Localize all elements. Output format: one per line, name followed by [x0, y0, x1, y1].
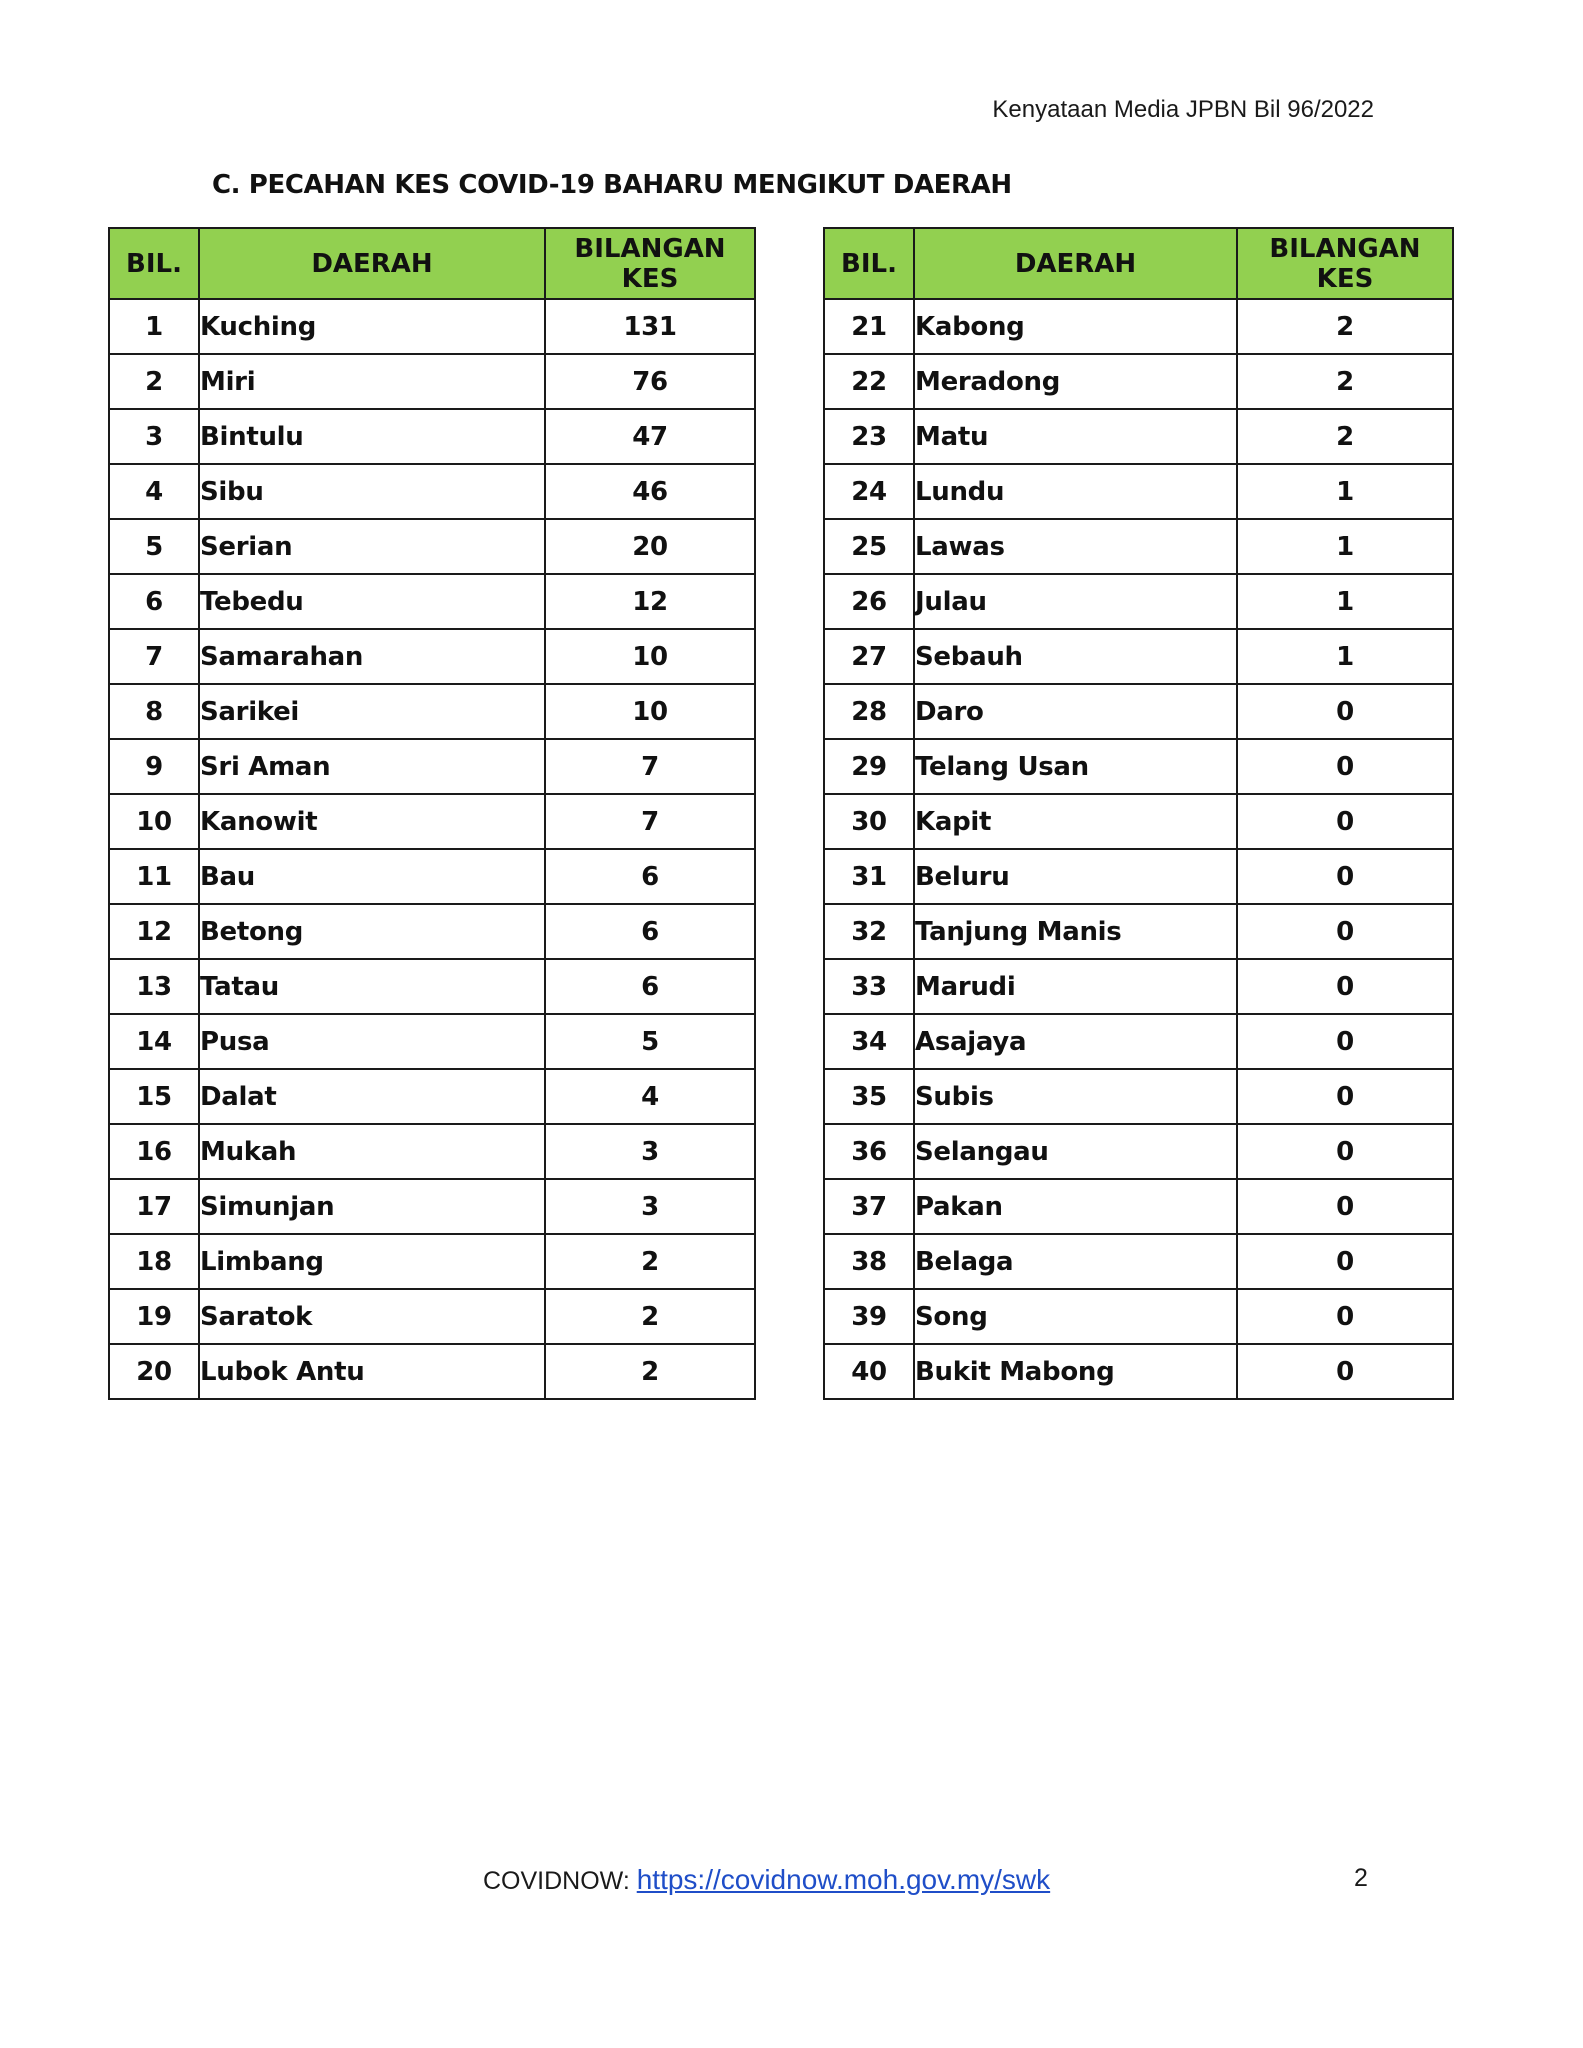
row-daerah: Sri Aman	[199, 739, 545, 794]
row-daerah: Lawas	[914, 519, 1237, 574]
row-bil: 11	[109, 849, 199, 904]
table-row	[109, 1234, 755, 1289]
table-row	[824, 849, 1453, 904]
row-bil: 36	[824, 1124, 914, 1179]
row-bil: 4	[109, 464, 199, 519]
row-bil: 1	[109, 299, 199, 354]
table-row	[824, 1069, 1453, 1124]
row-daerah: Kapit	[914, 794, 1237, 849]
row-bil: 16	[109, 1124, 199, 1179]
table-row	[109, 1289, 755, 1344]
row-daerah: Sibu	[199, 464, 545, 519]
row-bil: 31	[824, 849, 914, 904]
row-bilangan-kes: 0	[1237, 849, 1453, 904]
table-body-left	[109, 299, 755, 1399]
row-bil: 21	[824, 299, 914, 354]
row-daerah: Serian	[199, 519, 545, 574]
row-bilangan-kes: 1	[1237, 464, 1453, 519]
header-kes-line1: BILANGAN	[574, 233, 726, 264]
row-bilangan-kes: 0	[1237, 904, 1453, 959]
table-row	[824, 464, 1453, 519]
row-daerah: Limbang	[199, 1234, 545, 1289]
row-bil: 26	[824, 574, 914, 629]
table-row	[824, 739, 1453, 794]
table-row	[824, 684, 1453, 739]
row-daerah: Telang Usan	[914, 739, 1237, 794]
row-daerah: Subis	[914, 1069, 1237, 1124]
row-daerah: Sebauh	[914, 629, 1237, 684]
row-bilangan-kes: 6	[545, 959, 755, 1014]
row-bil: 37	[824, 1179, 914, 1234]
row-bil: 18	[109, 1234, 199, 1289]
row-bil: 17	[109, 1179, 199, 1234]
row-bil: 35	[824, 1069, 914, 1124]
row-daerah: Dalat	[199, 1069, 545, 1124]
row-bil: 38	[824, 1234, 914, 1289]
row-daerah: Matu	[914, 409, 1237, 464]
row-bilangan-kes: 7	[545, 794, 755, 849]
row-bilangan-kes: 0	[1237, 1124, 1453, 1179]
table-row	[824, 959, 1453, 1014]
row-bil: 29	[824, 739, 914, 794]
row-bil: 33	[824, 959, 914, 1014]
table-row	[109, 959, 755, 1014]
row-daerah: Song	[914, 1289, 1237, 1344]
row-bil: 19	[109, 1289, 199, 1344]
row-bilangan-kes: 76	[545, 354, 755, 409]
row-bil: 5	[109, 519, 199, 574]
row-bilangan-kes: 20	[545, 519, 755, 574]
row-bil: 6	[109, 574, 199, 629]
table-row	[824, 1344, 1453, 1399]
row-bil: 20	[109, 1344, 199, 1399]
row-bilangan-kes: 2	[545, 1289, 755, 1344]
page-number: 2	[1354, 1864, 1368, 1892]
row-bilangan-kes: 2	[1237, 409, 1453, 464]
row-bilangan-kes: 47	[545, 409, 755, 464]
row-bil: 12	[109, 904, 199, 959]
row-daerah: Belaga	[914, 1234, 1237, 1289]
row-daerah: Daro	[914, 684, 1237, 739]
row-bilangan-kes: 0	[1237, 1234, 1453, 1289]
header-bil: BIL.	[109, 228, 199, 299]
table-row	[109, 299, 755, 354]
row-bil: 40	[824, 1344, 914, 1399]
table-row	[824, 629, 1453, 684]
row-bil: 2	[109, 354, 199, 409]
table-row	[109, 904, 755, 959]
table-row	[109, 1014, 755, 1069]
row-bilangan-kes: 0	[1237, 1179, 1453, 1234]
row-daerah: Selangau	[914, 1124, 1237, 1179]
row-bilangan-kes: 0	[1237, 1344, 1453, 1399]
row-bilangan-kes: 0	[1237, 794, 1453, 849]
table-row	[109, 519, 755, 574]
covidnow-link[interactable]: https://covidnow.moh.gov.my/swk	[636, 1864, 1051, 1895]
row-bilangan-kes: 5	[545, 1014, 755, 1069]
row-daerah: Meradong	[914, 354, 1237, 409]
row-daerah: Tanjung Manis	[914, 904, 1237, 959]
table-row	[824, 1179, 1453, 1234]
row-bil: 22	[824, 354, 914, 409]
row-bil: 23	[824, 409, 914, 464]
table-row	[824, 519, 1453, 574]
row-bil: 25	[824, 519, 914, 574]
table-header-row	[109, 228, 755, 299]
row-daerah: Julau	[914, 574, 1237, 629]
table-row	[824, 1014, 1453, 1069]
row-bil: 39	[824, 1289, 914, 1344]
row-bil: 15	[109, 1069, 199, 1124]
table-row	[109, 1069, 755, 1124]
row-bilangan-kes: 1	[1237, 519, 1453, 574]
row-daerah: Tatau	[199, 959, 545, 1014]
row-bilangan-kes: 2	[1237, 299, 1453, 354]
row-bil: 32	[824, 904, 914, 959]
row-bilangan-kes: 3	[545, 1124, 755, 1179]
table-row	[824, 409, 1453, 464]
row-bilangan-kes: 0	[1237, 684, 1453, 739]
table-row	[824, 354, 1453, 409]
table-row	[109, 739, 755, 794]
row-bilangan-kes: 6	[545, 904, 755, 959]
row-daerah: Kuching	[199, 299, 545, 354]
row-daerah: Sarikei	[199, 684, 545, 739]
district-cases-table-right	[823, 227, 1454, 1400]
row-bil: 13	[109, 959, 199, 1014]
table-row	[109, 684, 755, 739]
row-bilangan-kes: 0	[1237, 959, 1453, 1014]
header-daerah: DAERAH	[914, 228, 1237, 299]
row-bilangan-kes: 0	[1237, 1069, 1453, 1124]
row-bil: 24	[824, 464, 914, 519]
table-row	[824, 1289, 1453, 1344]
table-row	[824, 574, 1453, 629]
row-daerah: Lundu	[914, 464, 1237, 519]
header-bil: BIL.	[824, 228, 914, 299]
row-bil: 9	[109, 739, 199, 794]
row-bilangan-kes: 6	[545, 849, 755, 904]
table-row	[824, 794, 1453, 849]
row-bil: 7	[109, 629, 199, 684]
row-bil: 3	[109, 409, 199, 464]
table-row	[109, 629, 755, 684]
table-row	[109, 1124, 755, 1179]
row-daerah: Betong	[199, 904, 545, 959]
row-bilangan-kes: 10	[545, 629, 755, 684]
row-bil: 34	[824, 1014, 914, 1069]
table-header-row	[824, 228, 1453, 299]
table-row	[109, 794, 755, 849]
table-row	[824, 1124, 1453, 1179]
row-daerah: Simunjan	[199, 1179, 545, 1234]
header-kes-line1: BILANGAN	[1269, 233, 1421, 264]
row-bilangan-kes: 3	[545, 1179, 755, 1234]
table-row	[109, 1344, 755, 1399]
table-body-right	[824, 299, 1453, 1399]
table-row	[824, 299, 1453, 354]
district-cases-table-left	[108, 227, 756, 1400]
table-row	[824, 904, 1453, 959]
row-bil: 8	[109, 684, 199, 739]
row-bil: 27	[824, 629, 914, 684]
row-bilangan-kes: 0	[1237, 1289, 1453, 1344]
row-daerah: Pusa	[199, 1014, 545, 1069]
section-title: C. PECAHAN KES COVID-19 BAHARU MENGIKUT DAERAH	[212, 170, 1012, 200]
table-row	[109, 409, 755, 464]
row-bilangan-kes: 2	[1237, 354, 1453, 409]
row-daerah: Saratok	[199, 1289, 545, 1344]
row-daerah: Tebedu	[199, 574, 545, 629]
header-kes-line2: KES	[621, 263, 679, 294]
row-bil: 30	[824, 794, 914, 849]
row-daerah: Bintulu	[199, 409, 545, 464]
header-bilangan-kes	[1237, 228, 1453, 299]
row-bilangan-kes: 46	[545, 464, 755, 519]
row-bilangan-kes: 2	[545, 1234, 755, 1289]
row-bilangan-kes: 10	[545, 684, 755, 739]
row-daerah: Marudi	[914, 959, 1237, 1014]
table-row	[109, 574, 755, 629]
row-bilangan-kes: 0	[1237, 739, 1453, 794]
row-bil: 14	[109, 1014, 199, 1069]
row-bilangan-kes: 0	[1237, 1014, 1453, 1069]
row-bilangan-kes: 4	[545, 1069, 755, 1124]
footer-label: COVIDNOW:	[483, 1867, 637, 1895]
table-row	[109, 1179, 755, 1234]
row-daerah: Asajaya	[914, 1014, 1237, 1069]
row-bilangan-kes: 12	[545, 574, 755, 629]
row-daerah: Miri	[199, 354, 545, 409]
table-row	[824, 1234, 1453, 1289]
row-daerah: Pakan	[914, 1179, 1237, 1234]
row-daerah: Kanowit	[199, 794, 545, 849]
document-reference: Kenyataan Media JPBN Bil 96/2022	[992, 96, 1374, 123]
row-bilangan-kes: 1	[1237, 574, 1453, 629]
header-daerah: DAERAH	[199, 228, 545, 299]
row-bilangan-kes: 131	[545, 299, 755, 354]
row-bil: 28	[824, 684, 914, 739]
row-daerah: Samarahan	[199, 629, 545, 684]
footer	[483, 1864, 1050, 1896]
header-bilangan-kes	[545, 228, 755, 299]
table-row	[109, 354, 755, 409]
table-row	[109, 464, 755, 519]
row-bil: 10	[109, 794, 199, 849]
row-daerah: Bau	[199, 849, 545, 904]
row-daerah: Mukah	[199, 1124, 545, 1179]
row-daerah: Kabong	[914, 299, 1237, 354]
row-bilangan-kes: 7	[545, 739, 755, 794]
row-daerah: Beluru	[914, 849, 1237, 904]
row-bilangan-kes: 2	[545, 1344, 755, 1399]
row-daerah: Lubok Antu	[199, 1344, 545, 1399]
row-bilangan-kes: 1	[1237, 629, 1453, 684]
table-row	[109, 849, 755, 904]
row-daerah: Bukit Mabong	[914, 1344, 1237, 1399]
header-kes-line2: KES	[1316, 263, 1374, 294]
